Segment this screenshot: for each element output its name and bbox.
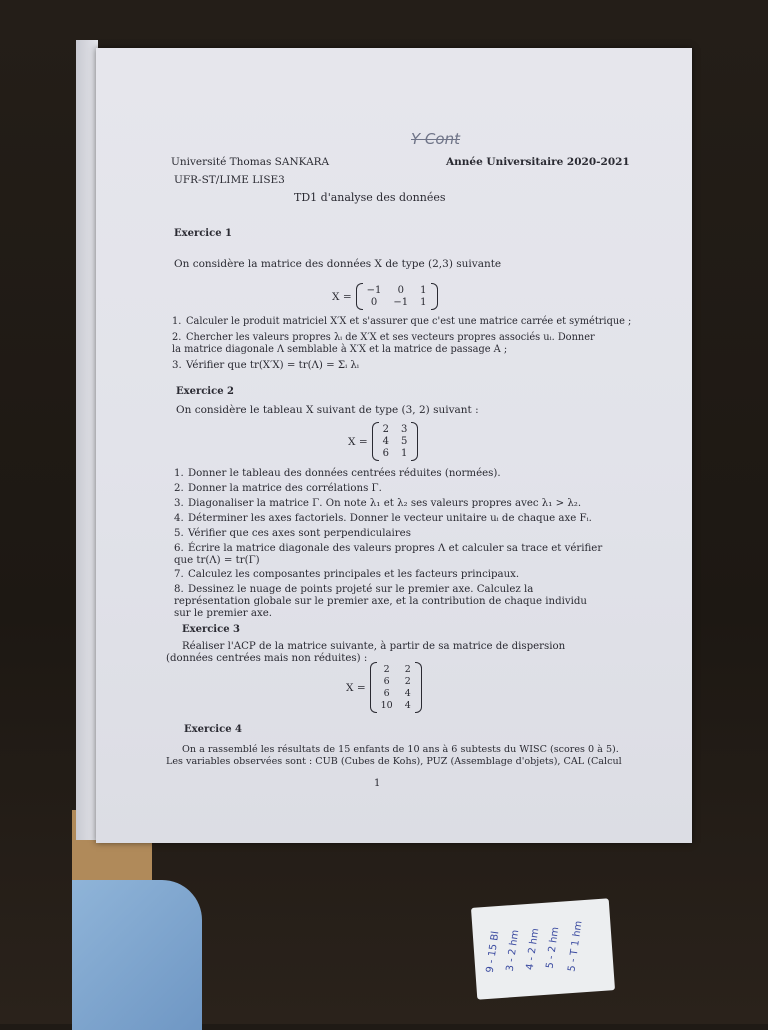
academic-year: Année Universitaire 2020-2021 [446, 156, 630, 168]
matrix-cell: 2 [404, 676, 411, 687]
exercise-2-intro: On considère le tableau X suivant de type (3, 2) suivant : [176, 404, 479, 416]
exercise-3-title: Exercice 3 [182, 624, 240, 635]
exercise-3-intro: Réaliser l'ACP de la matrice suivante, à partir de sa matrice de dispersion (données centrées mais non réduites) : [166, 641, 566, 664]
sticky-note-line: 5 - T 1 hm [566, 920, 585, 973]
sticky-note-line: 3 - 2 hm [504, 929, 522, 973]
matrix-cell: 0 [397, 285, 404, 296]
exercise-2-title: Exercice 2 [176, 386, 234, 397]
matrix-cell: 3 [401, 424, 408, 435]
list-item: 1. Calculer le produit matriciel X′X et s'assurer que c'est une matrice carrée et symétrique ; [172, 316, 632, 327]
department: UFR-ST/LIME LISE3 [174, 174, 285, 186]
matrix-label: X = [346, 681, 366, 694]
list-item: 6. Écrire la matrice diagonale des valeurs propres Λ et calculer sa trace et vérifier que tr(Λ) = tr(Γ) [174, 543, 603, 566]
sticky-note [471, 898, 615, 999]
paper-stack-edge [76, 40, 98, 840]
matrix-cell: 5 [401, 436, 408, 447]
matrix-cell: 2 [404, 664, 411, 675]
matrix-cell: 1 [420, 285, 427, 296]
list-item: 5. Vérifier que ces axes sont perpendiculaires [174, 528, 411, 539]
matrix-cell: 4 [404, 688, 411, 699]
matrix-label: X = [348, 435, 368, 448]
list-item: 3. Vérifier que tr(X′X) = tr(Λ) = Σᵢ λᵢ [172, 360, 359, 371]
matrix-cell: 1 [401, 448, 408, 459]
list-item: 2. Chercher les valeurs propres λᵢ de X′X et ses vecteurs propres associés uᵢ. Donner la matrice diagonale Λ semblable à X′X et la matrice de passage A ; [172, 332, 595, 355]
list-item: 2. Donner la matrice des corrélations Γ. [174, 483, 382, 494]
matrix-cell: 10 [380, 700, 393, 711]
sticky-note-line: 9 - 15 Bl [484, 930, 502, 974]
exercise-2-matrix [348, 422, 418, 461]
matrix-cell: 6 [383, 676, 390, 687]
handwritten-note: Y Cont [411, 130, 460, 148]
matrix-cell: 1 [420, 297, 427, 308]
sticky-note-line: 5 - 2 hm [544, 926, 562, 970]
exercise-4-title: Exercice 4 [184, 724, 242, 735]
exercise-1-matrix [332, 283, 438, 310]
exercise-1-title: Exercice 1 [174, 228, 232, 239]
matrix-cell: 6 [383, 688, 390, 699]
exercise-4-line: Les variables observées sont : CUB (Cubes de Kohs), PUZ (Assemblage d'objets), CAL (Calcul [166, 756, 622, 767]
matrix-cell: 2 [383, 664, 390, 675]
matrix-cell: 2 [382, 424, 389, 435]
exercise-1-intro: On considère la matrice des données X de type (2,3) suivante [174, 258, 502, 270]
document-page [96, 48, 692, 843]
list-item: 7. Calculez les composantes principales et les facteurs principaux. [174, 569, 520, 580]
matrix-cell: −1 [366, 285, 382, 296]
blue-fabric [72, 880, 202, 1030]
list-item: 8. Dessinez le nuage de points projeté sur le premier axe. Calculez la représentation globale sur le premier axe, et la contribution de chaque individu sur le premier axe. [174, 584, 587, 619]
exercise-3-matrix [346, 662, 422, 713]
page-number: 1 [374, 778, 381, 789]
exercise-4-line: On a rassemblé les résultats de 15 enfants de 10 ans à 6 subtests du WISC (scores 0 à 5). [182, 744, 619, 755]
matrix-cell: 6 [382, 448, 389, 459]
sticky-note-line: 4 - 2 hm [524, 927, 542, 971]
matrix-cell: 0 [370, 297, 378, 308]
list-item: 1. Donner le tableau des données centrées réduites (normées). [174, 468, 501, 479]
document-title: TD1 d'analyse des données [294, 191, 446, 204]
university-name: Université Thomas SANKARA [171, 156, 330, 168]
matrix-cell: 4 [382, 436, 389, 447]
matrix-label: X = [332, 290, 352, 303]
list-item: 4. Déterminer les axes factoriels. Donner le vecteur unitaire uᵢ de chaque axe Fᵢ. [174, 513, 592, 524]
matrix-cell: 4 [404, 700, 411, 711]
matrix-cell: −1 [393, 297, 409, 308]
list-item: 3. Diagonaliser la matrice Γ. On note λ₁ et λ₂ ses valeurs propres avec λ₁ > λ₂. [174, 498, 582, 509]
